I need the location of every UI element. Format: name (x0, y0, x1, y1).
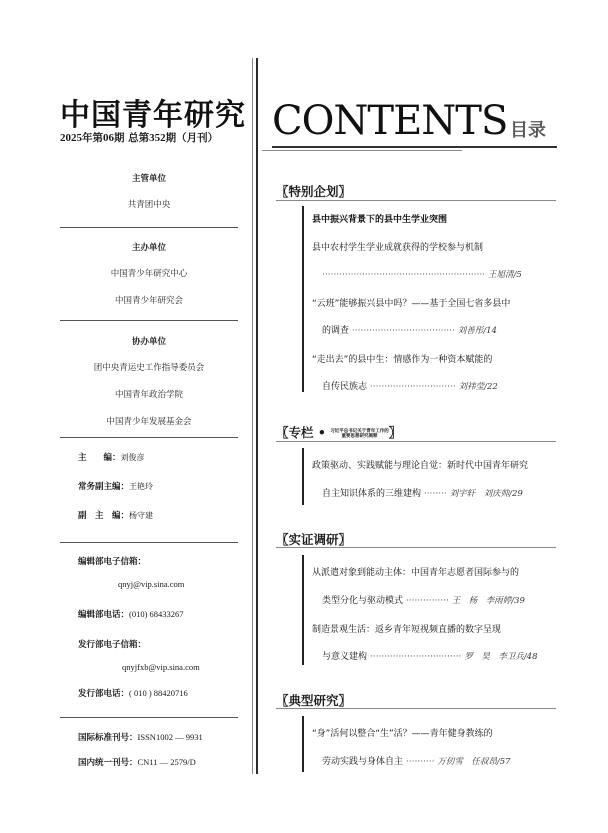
section-title-empirical: 〖实证调研〗 (276, 532, 352, 547)
contents-title: CONTENTS (272, 98, 508, 144)
article-title[interactable]: 政策驱动、实践赋能与理论自觉：新时代中国青年研究 (312, 461, 529, 471)
section-title-typical: 〖典型研究〗 (276, 693, 352, 708)
article-title[interactable]: 县中农村学生学业成就获得的学校参与机制 (312, 243, 484, 253)
section-title-special: 〖特别企划〗 (276, 184, 352, 199)
title-rule-thin (262, 150, 462, 151)
title-rule (272, 146, 557, 148)
co-sponsor-heading: 协办单位 (131, 337, 166, 347)
sponsor-item: 中国青少年研究中心 (110, 269, 188, 279)
article-byline: 劳动实践与身体自主 ·········· 万仞雪 任叔昂/57 (322, 757, 511, 767)
divider (60, 437, 238, 438)
issue-line: 2025年第06期 总第352期（月刊） (60, 132, 219, 144)
article-title[interactable]: “身”活何以整合“生”活？——青年健身教练的 (312, 729, 493, 739)
article-byline: ························································· 王旭清/5 (322, 270, 522, 280)
cn-line: 国内统一刊号：CN11 — 2579/D (78, 757, 196, 768)
masthead-column (0, 0, 258, 833)
sponsor-item: 中国青少年研究会 (114, 296, 183, 306)
staff-chief-editor: 主 编：刘俊彦 (78, 453, 145, 463)
dist-email-value: qnyjfxb@vip.sina.com (122, 662, 200, 672)
article-title[interactable]: “走出去”的县中生：情感作为一种资本赋能的 (312, 355, 493, 365)
co-sponsor-item: 团中央青运史工作指导委员会 (93, 363, 205, 373)
divider (60, 717, 238, 718)
section-bar (302, 716, 304, 772)
email-label: 编辑部电子信箱： (78, 557, 147, 567)
section-bar (302, 448, 304, 505)
sponsor-heading: 主办单位 (131, 243, 166, 253)
divider (60, 542, 238, 543)
email-value: qnyj@vip.sina.com (118, 579, 185, 589)
journal-title: 中国青年研究 (60, 98, 246, 133)
co-sponsor-block (60, 335, 238, 442)
supervisor-block (60, 172, 238, 225)
section-underline (276, 200, 556, 201)
article-byline: 自主知识体系的三维建构 ········ 刘宇轩 刘庆帅/29 (322, 489, 523, 499)
contents-subtitle: 目录 (510, 120, 546, 141)
column-divider (256, 58, 258, 774)
sponsor-block (60, 241, 238, 321)
dist-email-label: 发行部电子信箱： (78, 640, 147, 650)
article-byline: 的调查 ···································· 刘善彤/14 (322, 326, 497, 336)
issn-line: 国际标准刊号：ISSN1002 — 9931 (78, 732, 203, 743)
section-bar (302, 555, 304, 665)
section-underline (276, 441, 556, 442)
staff-executive-deputy: 常务副主编：王艳玲 (78, 482, 154, 492)
supervisor-heading: 主管单位 (131, 174, 166, 184)
section-title-column: 〖专栏 • 习近平总书记关于青年工作的 重要思想研究阐释 〗 (276, 425, 402, 440)
article-byline: 与意义建构 ································ 罗 昊 李卫兵/48 (322, 652, 538, 662)
divider (60, 320, 238, 321)
column-divider-thin (252, 58, 253, 774)
article-title[interactable]: “云班”能够振兴县中吗？——基于全国七省多县中 (312, 299, 511, 309)
article-byline: 自传民族志 ······························ 刘祎莹/22 (322, 382, 498, 392)
dist-phone-label: 发行部电话：( 010 ) 88420716 (78, 688, 188, 699)
section-underline (276, 708, 556, 709)
article-byline: 类型分化与驱动模式 ··············· 王 杨 李雨婷/39 (322, 596, 525, 606)
section-bar (302, 206, 304, 392)
staff-deputy-editor: 副 主 编：杨守建 (78, 511, 154, 521)
article-title[interactable]: 县中振兴背景下的县中生学业突围 (312, 215, 448, 225)
article-title[interactable]: 制造景观生活：返乡青年短视频直播的数字呈现 (312, 625, 502, 635)
co-sponsor-item: 中国青年政治学院 (114, 390, 183, 400)
section-underline (276, 547, 556, 548)
article-title[interactable]: 从派遣对象到能动主体：中国青年志愿者国际参与的 (312, 568, 520, 578)
divider (60, 227, 238, 228)
co-sponsor-item: 中国青少年发展基金会 (106, 417, 192, 427)
supervisor-item: 共青团中央 (127, 200, 171, 210)
phone-label: 编辑部电话：(010) 68433267 (78, 609, 184, 620)
